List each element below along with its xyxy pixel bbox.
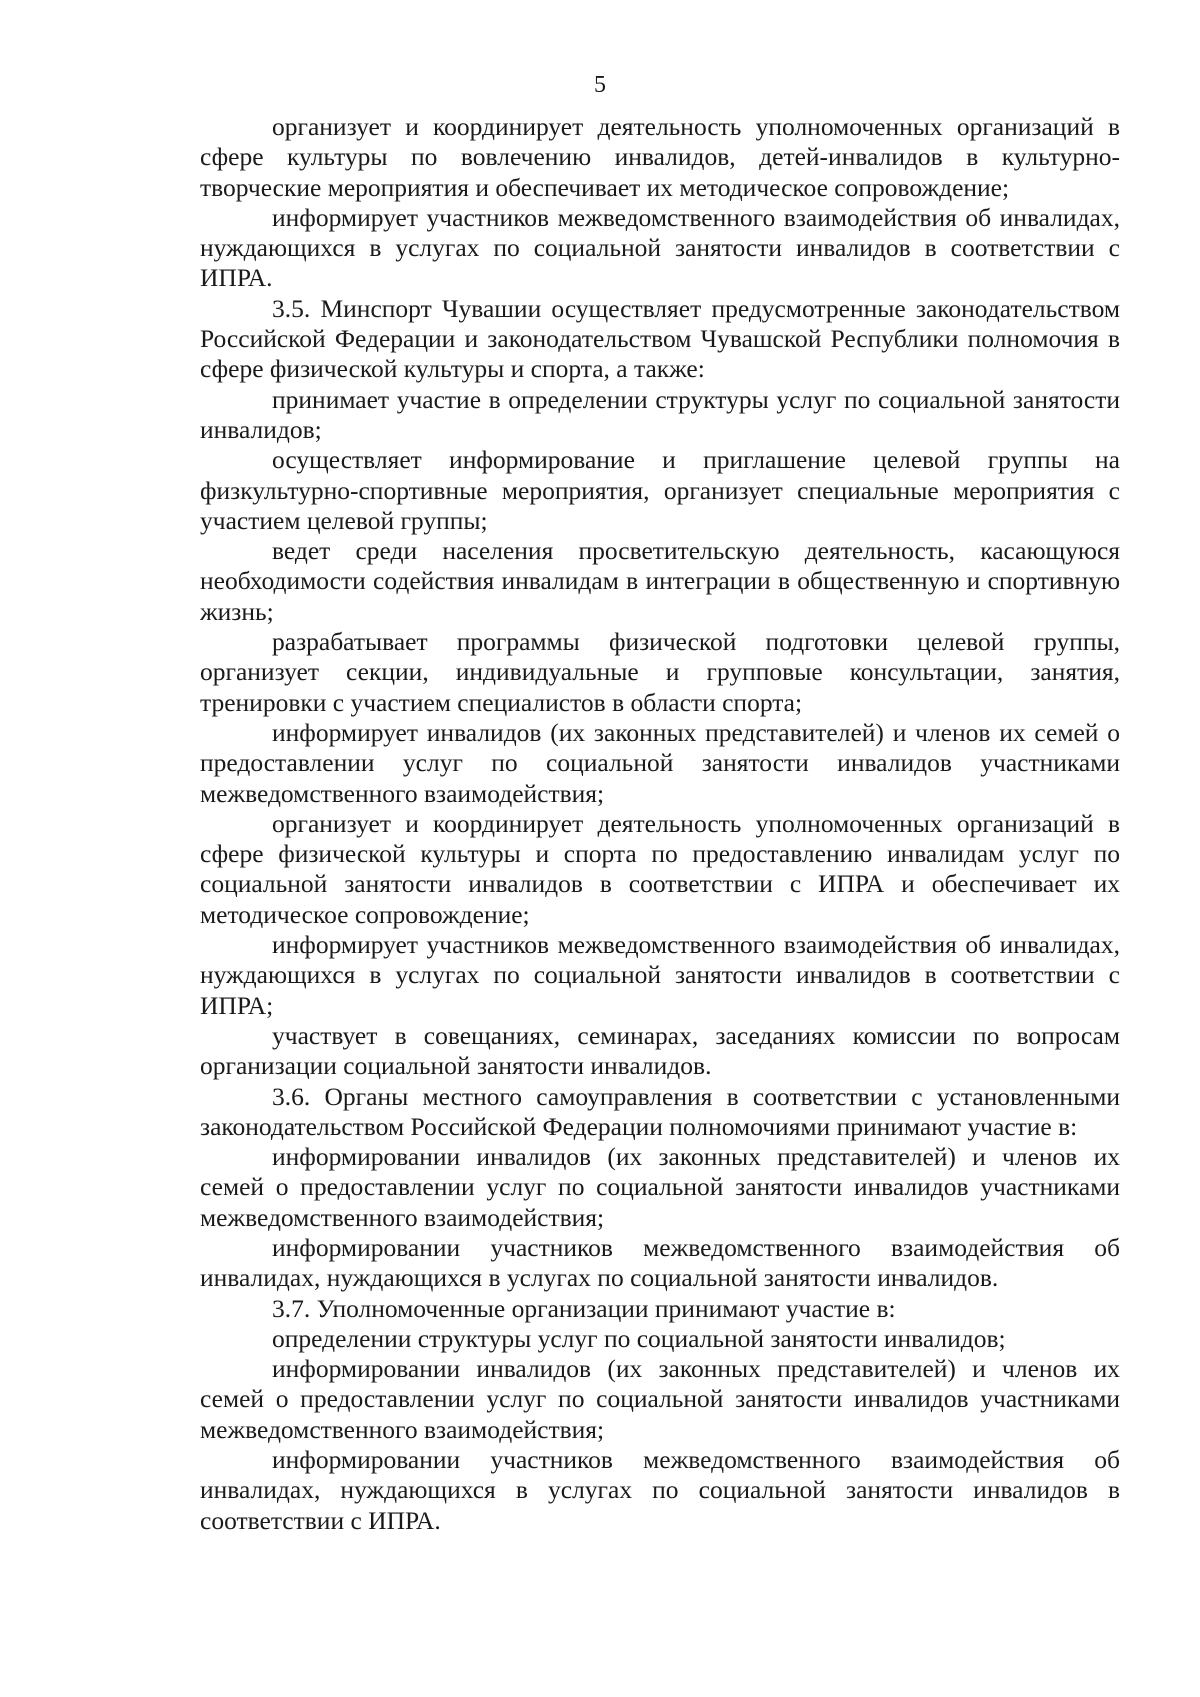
page-number: 5 xyxy=(594,72,606,98)
paragraph: разрабатывает программы физической подготовки целевой группы, организует секции, индивидуальные и групповые консультации, занятия, тренировки с участием специалистов в области спорта; xyxy=(200,627,1120,717)
paragraph: информирует участников межведомственного взаимодействия об инвалидах, нуждающихся в услугах по социальной занятости инвалидов в соответствии с ИПРА. xyxy=(200,202,1120,293)
section-3-7-paragraph: 3.7. Уполномоченные организации принимают участие в: xyxy=(272,1293,896,1323)
paragraph: организует и координирует деятельность уполномоченных организаций в сфере физической культуры и спорта по предоставлению инвалидам услуг по социальной занятости инвалидов в соответствии с ИПРА и обеспечивает их методическое сопровождение; xyxy=(200,808,1120,929)
paragraph: информировании участников межведомственного взаимодействия об инвалидах, нуждающихся в услугах по социальной занятости инвалидов в соответствии с ИПРА. xyxy=(200,1445,1120,1535)
paragraph: осуществляет информирование и приглашение целевой группы на физкультурно-спортивные мероприятия, организует специальные мероприятия с участием целевой группы; xyxy=(200,445,1120,535)
document-body xyxy=(200,112,1120,1536)
paragraph: информирует участников межведомственного взаимодействия об инвалидах, нуждающихся в услугах по социальной занятости инвалидов в соответствии с ИПРА; xyxy=(200,930,1120,1020)
paragraph: участвует в совещаниях, семинарах, заседаниях комиссии по вопросам организации социальной занятости инвалидов. xyxy=(200,1020,1120,1081)
section-3-6-paragraph: 3.6. Органы местного самоуправления в соответствии с установленными законодательством Российской Федерации полномочиями принимают участие в: xyxy=(200,1081,1120,1141)
paragraph: информирует инвалидов (их законных представителей) и членов их семей о предоставлении услуг по социальной занятости инвалидов участниками межведомственного взаимодействия; xyxy=(200,717,1120,808)
paragraph: принимает участие в определении структуры услуг по социальной занятости инвалидов; xyxy=(200,384,1120,444)
paragraph: информировании инвалидов (их законных представителей) и членов их семей о предоставлении услуг по социальной занятости инвалидов участниками межведомственного взаимодействия; xyxy=(200,1354,1120,1444)
paragraph: информировании инвалидов (их законных представителей) и членов их семей о предоставлении услуг по социальной занятости инвалидов участниками межведомственного взаимодействия; xyxy=(200,1142,1120,1232)
paragraph: ведет среди населения просветительскую деятельность, касающуюся необходимости содействия инвалидам в интеграции в общественную и спортивную жизнь; xyxy=(200,536,1120,626)
section-3-5-paragraph: 3.5. Минспорт Чувашии осуществляет предусмотренные законодательством Российской Федерации и законодательством Чувашской Республики полномочия в сфере физической культуры и спорта, а также: xyxy=(200,293,1120,384)
paragraph: информировании участников межведомственного взаимодействия об инвалидах, нуждающихся в услугах по социальной занятости инвалидов. xyxy=(200,1232,1120,1293)
paragraph: определении структуры услуг по социальной занятости инвалидов; xyxy=(272,1323,1006,1353)
paragraph: организует и координирует деятельность уполномоченных организаций в сфере культуры по вовлечению инвалидов, детей-инвалидов в культурно-творческие мероприятия и обеспечивает их методическое сопровождение; xyxy=(200,112,1120,202)
